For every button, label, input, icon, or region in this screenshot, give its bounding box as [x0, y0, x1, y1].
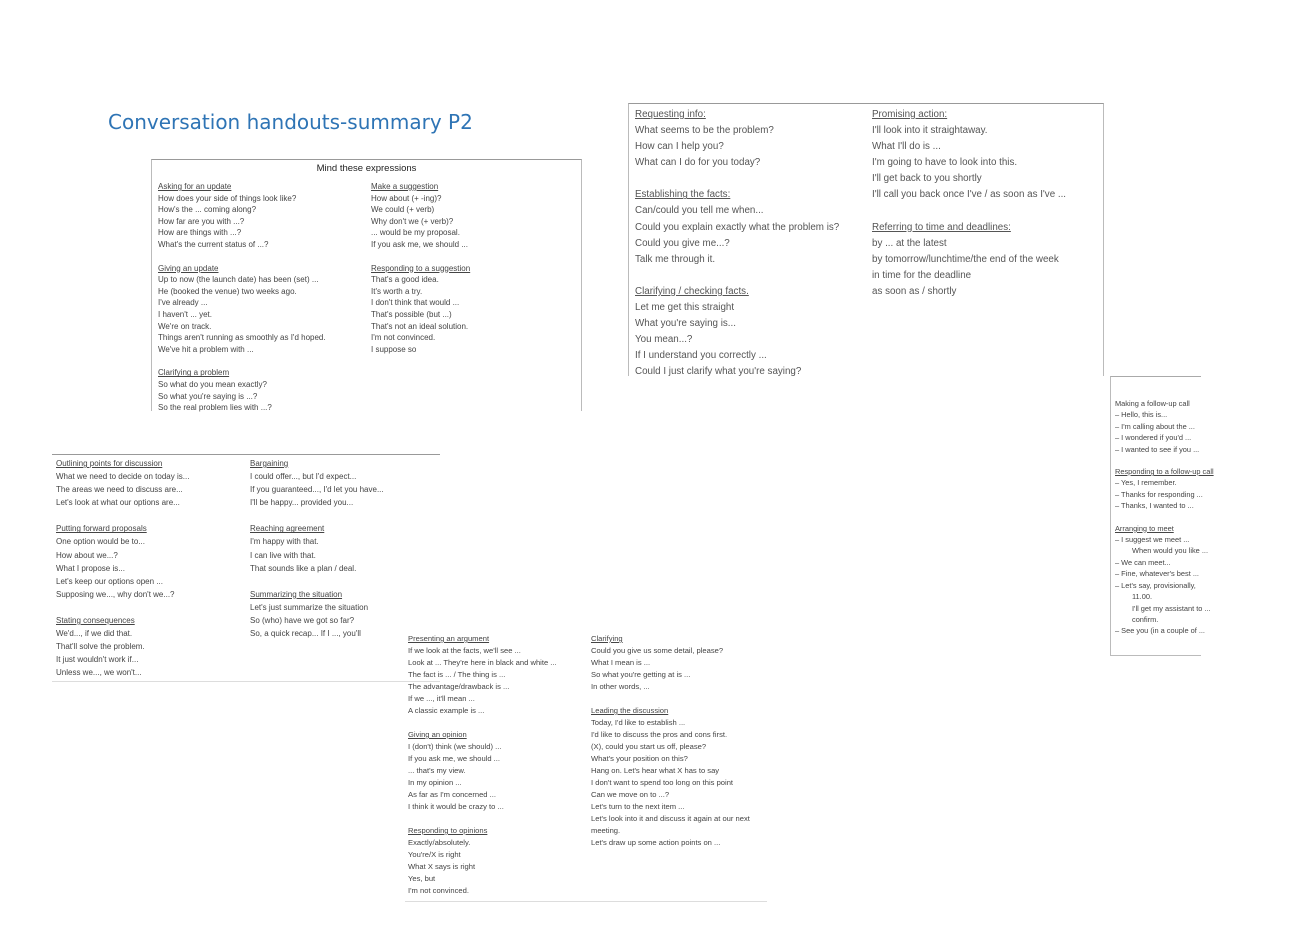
expression-line: We'd..., if we did that.: [56, 629, 133, 639]
expression-line: The advantage/drawback is ...: [408, 682, 510, 691]
section-heading: Presenting an argument: [408, 634, 490, 643]
expression-line: It just wouldn't work if...: [56, 655, 139, 665]
expression-line: as soon as / shortly: [872, 285, 957, 297]
section-heading: Outlining points for discussion: [56, 459, 163, 468]
expression-line: ... that's my view.: [408, 766, 466, 775]
expression-line: What you're saying is...: [635, 318, 736, 330]
expression-line: How are things with ...?: [158, 228, 242, 238]
expression-line: I'm going to have to look into this.: [872, 157, 1018, 169]
expression-line: Could I just clarify what you're saying?: [635, 366, 802, 378]
expression-line: Let me get this straight: [635, 301, 735, 313]
expression-line: I'd like to discuss the pros and cons first.: [591, 730, 728, 739]
expression-line: We're on track.: [158, 321, 212, 331]
expression-line: I think it would be crazy to ...: [408, 802, 504, 811]
section-heading: Referring to time and deadlines:: [872, 221, 1011, 233]
expression-line: So what you're saying is ...?: [158, 391, 258, 401]
section-heading: Clarifying / checking facts.: [635, 285, 749, 297]
expression-section: [371, 181, 576, 251]
expression-line: That's a good idea.: [371, 275, 439, 285]
panel-mind-these-expressions: [151, 159, 582, 411]
expression-section: [408, 825, 590, 897]
section-heading: Make a suggestion: [371, 182, 439, 191]
expression-line: So (who) have we got so far?: [250, 615, 355, 625]
panel-follow-up-call: [1110, 376, 1214, 656]
expression-line: Up to now (the launch date) has been (set) ...: [158, 275, 319, 285]
expression-line: What can I do for you today?: [635, 157, 761, 169]
expression-section: [635, 187, 873, 267]
expression-line: When would you like ...: [1132, 546, 1208, 556]
expression-line: Today, I'd like to establish ...: [591, 718, 686, 727]
expression-line: If we look at the facts, we'll see ...: [408, 646, 521, 655]
expression-line: – See you (in a couple of ...: [1115, 625, 1315, 636]
expression-section: [408, 633, 590, 717]
expression-line: by tomorrow/lunchtime/the end of the week: [872, 253, 1059, 265]
expression-line: – I suggest we meet ...: [1115, 534, 1315, 545]
section-heading: Responding to a follow-up call: [1115, 467, 1214, 477]
expression-section: [635, 107, 873, 171]
expression-line: What X says is right: [408, 862, 476, 871]
expression-line: Could you give us some detail, please?: [591, 646, 724, 655]
expression-line: I'm not convinced.: [371, 333, 436, 343]
expression-line: 11.00.: [1132, 592, 1152, 602]
page-title: Conversation handouts-summary P2: [108, 110, 473, 134]
expression-line: If you guaranteed..., I'd let you have...: [250, 485, 384, 495]
section-heading: Reaching agreement: [250, 524, 325, 534]
expression-line: Yes, but: [408, 874, 436, 883]
expression-line: The areas we need to discuss are...: [56, 485, 183, 495]
section-heading: Bargaining: [250, 459, 289, 468]
expression-line: I'll look into it straightaway.: [872, 125, 988, 137]
expression-line: in time for the deadline: [872, 269, 972, 281]
section-heading: Summarizing the situation: [250, 589, 343, 599]
expression-line: – We can meet...: [1115, 557, 1315, 568]
expression-line: Can we move on to ...?: [591, 790, 670, 799]
expression-line: confirm.: [1132, 614, 1159, 624]
expression-line: That'll solve the problem.: [56, 642, 145, 652]
expression-line: ... would be my proposal.: [371, 228, 460, 238]
expression-line: Hang on. Let's hear what X has to say: [591, 766, 720, 775]
expression-line: Look at ... They're here in black and white ...: [408, 658, 557, 667]
expression-line: If we ..., it'll mean ...: [408, 694, 475, 703]
section-heading: Responding to a suggestion: [371, 263, 471, 273]
expression-line: So the real problem lies with ...?: [158, 403, 272, 413]
panel-phone-requests: [628, 103, 1104, 376]
expression-line: If you ask me, we should ...: [408, 754, 501, 763]
expression-line: If you ask me, we should ...: [371, 239, 468, 249]
panel-left-column: [408, 633, 590, 909]
section-heading: Giving an opinion: [408, 730, 467, 739]
expression-line: What we need to decide on today is...: [56, 472, 190, 482]
panel-right-column: [591, 633, 767, 861]
expression-line: In other words, ...: [591, 682, 650, 691]
expression-line: What's the current status of ...?: [158, 239, 269, 249]
expression-section: [1115, 523, 1315, 637]
expression-line: Unless we..., we won't...: [56, 668, 142, 678]
section-heading: Arranging to meet: [1115, 523, 1174, 533]
expression-section: [408, 729, 590, 813]
expression-line: Exactly/absolutely.: [408, 838, 471, 847]
expression-line: I could offer..., but I'd expect...: [250, 472, 357, 482]
expression-line: (X), could you start us off, please?: [591, 742, 707, 751]
expression-line: A classic example is ...: [408, 706, 485, 715]
expression-section: [56, 614, 250, 679]
expression-line: by ... at the latest: [872, 237, 947, 249]
expression-line: Things aren't running as smoothly as I'd hoped.: [158, 333, 326, 343]
expression-section: [1115, 398, 1315, 455]
expression-line: I'm not convinced.: [408, 886, 469, 895]
expression-section: [591, 705, 767, 849]
expression-section: [371, 263, 576, 356]
expression-line: What's your position on this?: [591, 754, 688, 763]
expression-line: So what you're getting at is ...: [591, 670, 691, 679]
expression-line: – Hello, this is...: [1115, 409, 1315, 420]
expression-line: That's not an ideal solution.: [371, 321, 469, 331]
panel-discussion: [405, 631, 767, 902]
expression-line: So, a quick recap... If I ..., you'll: [250, 629, 361, 639]
expression-line: Let's look into it and discuss it again at our next: [591, 814, 750, 823]
expression-line: I'll get back to you shortly: [872, 173, 982, 185]
expression-line: I haven't ... yet.: [158, 309, 212, 319]
section-heading: Establishing the facts:: [635, 189, 731, 201]
expression-line: Let's keep our options open ...: [56, 576, 163, 586]
expression-line: I'll be happy... provided you...: [250, 498, 354, 508]
expression-line: How does your side of things look like?: [158, 193, 297, 203]
expression-section: [872, 107, 1100, 204]
expression-section: [56, 457, 250, 509]
section-heading: Promising action:: [872, 109, 948, 120]
expression-line: It's worth a try.: [371, 286, 423, 296]
panel-header: Mind these expressions: [316, 163, 417, 174]
expression-line: What I propose is...: [56, 563, 125, 573]
expression-line: How about we...?: [56, 550, 118, 560]
expression-line: If I understand you correctly ...: [635, 350, 767, 362]
expression-section: [158, 263, 368, 356]
section-heading: Asking for an update: [158, 182, 232, 191]
panel-right-column: [250, 457, 440, 653]
section-heading: Requesting info:: [635, 109, 706, 120]
expression-section: [158, 367, 368, 413]
expression-line: – I wondered if you'd ...: [1115, 432, 1315, 443]
expression-line: I (don't) think (we should) ...: [408, 742, 502, 751]
section-heading: Putting forward proposals: [56, 524, 147, 534]
expression-line: I can live with that.: [250, 550, 316, 560]
expression-line: We could (+ verb): [371, 205, 435, 215]
panel-negotiation: [52, 454, 440, 682]
section-heading: Making a follow-up call: [1115, 399, 1190, 408]
section-heading: Responding to opinions: [408, 826, 488, 835]
expression-line: Let's just summarize the situation: [250, 602, 369, 612]
panel-left-column: [635, 107, 873, 396]
expression-line: I suppose so: [371, 344, 417, 354]
expression-line: Talk me through it.: [635, 253, 716, 265]
expression-line: – Let's say, provisionally,: [1115, 580, 1315, 591]
panel-left-column: [56, 457, 250, 692]
expression-line: How's the ... coming along?: [158, 205, 257, 215]
expression-line: Let's draw up some action points on ...: [591, 838, 721, 847]
section-heading: Stating consequences: [56, 615, 135, 625]
expression-line: He (booked the venue) two weeks ago.: [158, 286, 297, 296]
expression-line: That's possible (but ...): [371, 309, 452, 319]
expression-line: What I mean is ...: [591, 658, 651, 667]
panel-right-column: [371, 181, 576, 367]
section-heading: Clarifying: [591, 634, 623, 643]
expression-line: I'm happy with that.: [250, 537, 319, 547]
section-heading: Clarifying a problem: [158, 368, 230, 378]
expression-line: I've already ...: [158, 298, 208, 308]
panel-right-column: [872, 107, 1100, 316]
section-heading: Giving an update: [158, 263, 219, 273]
expression-section: [158, 181, 368, 251]
expression-line: – Fine, whatever's best ...: [1115, 568, 1315, 579]
expression-line: As far as I'm concerned ...: [408, 790, 496, 799]
expression-line: The fact is ... / The thing is ...: [408, 670, 506, 679]
panel-left-column: [158, 181, 368, 426]
expression-line: I'll get my assistant to ...: [1132, 603, 1211, 613]
expression-line: We've hit a problem with ...: [158, 344, 254, 354]
expression-line: – Thanks, I wanted to ...: [1115, 500, 1315, 511]
expression-section: [1115, 466, 1315, 512]
expression-line: Can/could you tell me when...: [635, 205, 764, 217]
expression-line: How about (+ -ing)?: [371, 193, 442, 203]
expression-line: – I wanted to see if you ...: [1115, 444, 1315, 455]
expression-line: You mean...?: [635, 334, 693, 346]
expression-line: Supposing we..., why don't we...?: [56, 589, 175, 599]
expression-line: Could you explain exactly what the problem is?: [635, 221, 840, 233]
expression-line: I don't think that would ...: [371, 298, 460, 308]
expression-section: [56, 522, 250, 601]
expression-line: In my opinion ...: [408, 778, 462, 787]
expression-section: [250, 457, 440, 509]
expression-line: – I'm calling about the ...: [1115, 421, 1315, 432]
expression-line: meeting.: [591, 826, 621, 835]
expression-line: One option would be to...: [56, 537, 145, 547]
expression-line: I'll call you back once I've / as soon as I've ...: [872, 189, 1067, 201]
expression-line: I don't want to spend too long on this point: [591, 778, 734, 787]
expression-line: Why don't we (+ verb)?: [371, 216, 454, 226]
expression-line: – Thanks for responding ...: [1115, 489, 1315, 500]
expression-section: [872, 220, 1100, 300]
section-heading: Leading the discussion: [591, 706, 669, 715]
expression-line: How can I help you?: [635, 141, 724, 153]
expression-line: That sounds like a plan / deal.: [250, 563, 357, 573]
panel-column: [1115, 398, 1315, 648]
expression-section: [635, 284, 873, 381]
expression-line: Let's turn to the next item ...: [591, 802, 685, 811]
expression-line: – Yes, I remember.: [1115, 477, 1315, 488]
expression-line: Let's look at what our options are...: [56, 498, 180, 508]
expression-line: How far are you with ...?: [158, 216, 245, 226]
expression-line: You're/X is right: [408, 850, 461, 859]
expression-section: [591, 633, 767, 693]
expression-line: What seems to be the problem?: [635, 125, 774, 137]
expression-line: So what do you mean exactly?: [158, 379, 267, 389]
expression-line: What I'll do is ...: [872, 141, 941, 153]
expression-section: [250, 522, 440, 574]
expression-line: Could you give me...?: [635, 237, 730, 249]
